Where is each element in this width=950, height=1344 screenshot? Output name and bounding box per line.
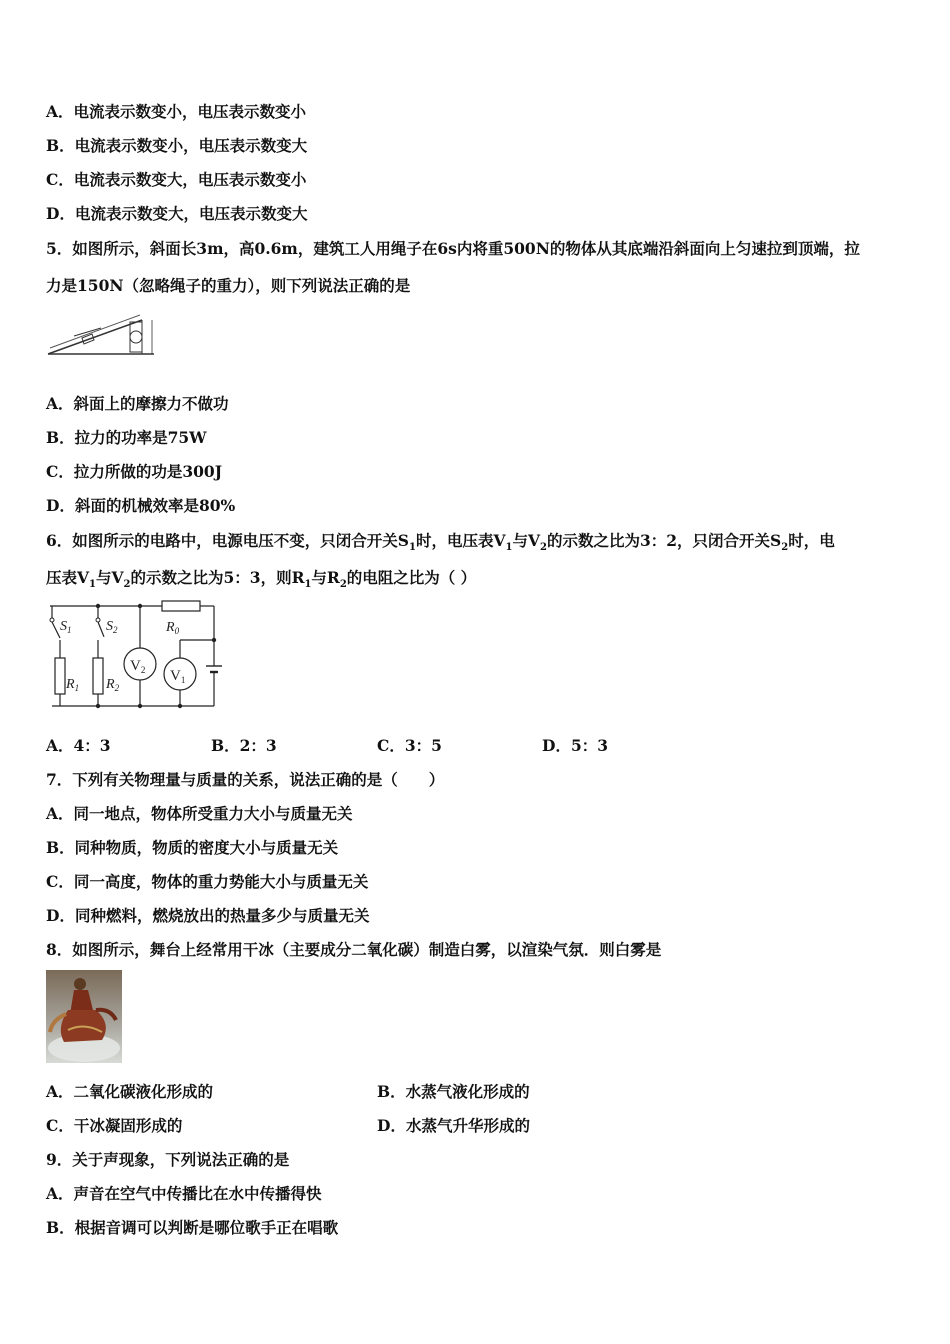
r1-label: $R_1$ (66, 677, 80, 693)
q7-option-b: B．同种物质，物质的密度大小与质量无关 (46, 838, 339, 857)
r1-resistor (55, 658, 65, 694)
r0-resistor (162, 601, 200, 611)
switch-s1 (52, 622, 60, 638)
q5-option-c: C．拉力所做的功是300J (46, 462, 223, 481)
q4-option-b: B．电流表示数变小，电压表示数变大 (46, 136, 308, 155)
switch-s2 (98, 622, 104, 637)
q6-stem-line1: 6．如图所示的电路中，电源电压不变，只闭合开关$S_1$时，电压表$V_1$与$V_2$的示数之比为3：2，只闭合开关$S_2$时，电 (46, 531, 835, 554)
r0-label: $R_0$ (166, 620, 180, 636)
v2-label: $V_2$ (130, 658, 146, 675)
q7-stem: 7．下列有关物理量与质量的关系，说法正确的是（ ） (46, 770, 445, 789)
q6-stem-line2: 压表$V_1$与$V_2$的示数之比为5：3，则$R_1$与$R_2$的电阻之比为（ ） (46, 568, 477, 591)
q5-option-b: B．拉力的功率是75W (46, 428, 207, 447)
q4-option-a: A．电流表示数变小，电压表示数变小 (46, 102, 307, 121)
q8-option-a: A．二氧化碳液化形成的 (46, 1082, 214, 1101)
v1-label: $V_1$ (170, 668, 186, 685)
q9-stem: 9．关于声现象，下列说法正确的是 (46, 1150, 290, 1169)
q8-option-c: C．干冰凝固形成的 (46, 1116, 183, 1135)
q4-option-d: D．电流表示数变大，电压表示数变大 (46, 204, 308, 223)
q8-option-b: B．水蒸气液化形成的 (377, 1082, 530, 1101)
q7-option-d: D．同种燃料，燃烧放出的热量多少与质量无关 (46, 906, 370, 925)
q4-option-c: C．电流表示数变大，电压表示数变小 (46, 170, 307, 189)
incline-figure (46, 308, 158, 360)
r2-label: $R_2$ (106, 677, 120, 693)
s1-label: $S_1$ (60, 619, 72, 635)
q5-option-d: D．斜面的机械效率是80% (46, 496, 236, 515)
s2-label: $S_2$ (106, 619, 118, 635)
q5-stem-line2: 力是150N（忽略绳子的重力），则下列说法正确的是 (46, 276, 411, 295)
q9-option-a: A．声音在空气中传播比在水中传播得快 (46, 1184, 322, 1203)
q6-option-d: D．5：3 (542, 736, 609, 755)
q7-option-a: A．同一地点，物体所受重力大小与质量无关 (46, 804, 353, 823)
r2-resistor (93, 658, 103, 694)
q6-option-a: A．4：3 (46, 736, 111, 755)
stage-fog-photo (46, 970, 122, 1063)
q5-option-a: A．斜面上的摩擦力不做功 (46, 394, 229, 413)
q7-option-c: C．同一高度，物体的重力势能大小与质量无关 (46, 872, 369, 891)
q6-option-b: B．2：3 (211, 736, 277, 755)
q8-option-d: D．水蒸气升华形成的 (377, 1116, 530, 1135)
q8-stem: 8．如图所示，舞台上经常用干冰（主要成分二氧化碳）制造白雾，以渲染气氛．则白雾是 (46, 940, 662, 959)
circuit-diagram (46, 598, 222, 710)
q9-option-b: B．根据音调可以判断是哪位歌手正在唱歌 (46, 1218, 339, 1237)
q6-option-c: C．3：5 (377, 736, 442, 755)
q5-stem-line1: 5．如图所示，斜面长3m，高0.6m，建筑工人用绳子在6s内将重500N的物体从其底端沿斜面向上匀速拉到顶端，拉 (46, 239, 860, 258)
